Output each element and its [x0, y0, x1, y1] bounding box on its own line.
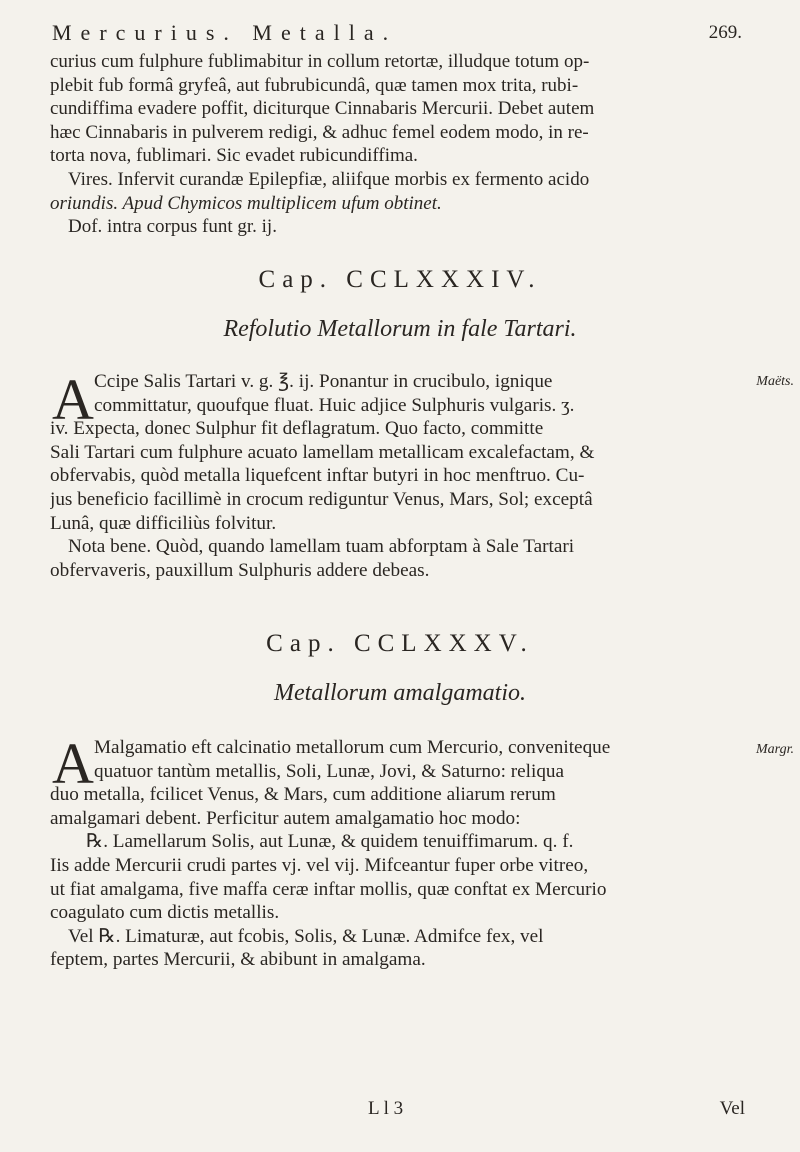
margin-note: Margr.: [756, 742, 794, 757]
text-line: feptem, partes Mercurii, & abibunt in amalgama.: [50, 949, 426, 971]
text-line: iv. Expecta, donec Sulphur fit deflagratum. Quo facto, committe: [50, 418, 544, 440]
chapter-body: [50, 731, 745, 972]
chapter-title: Refolutio Metallorum in fale Tartari.: [223, 316, 577, 342]
signature-mark: L l 3: [368, 1098, 404, 1119]
text-line: jus beneficio facillimè in crocum rediguntur Venus, Mars, Sol; exceptâ: [50, 488, 593, 510]
text-line: obfervaveris, pauxillum Sulphuris addere debeas.: [50, 559, 430, 581]
text-line: hæc Cinnabaris in pulverem redigi, & adhuc femel eodem modo, in re-: [50, 121, 589, 143]
running-head: Mercurius. Metalla.: [52, 20, 398, 45]
text-line: curius cum fulphure fublimabitur in collum retortæ, illudque totum op-: [50, 51, 590, 72]
text-line: duo metalla, fcilicet Venus, & Mars, cum additione aliarum rerum: [50, 784, 556, 806]
chapter-heading: Cap. CCLXXXV.: [266, 630, 534, 657]
chapter-heading: Cap. CCLXXXIV.: [258, 266, 542, 293]
drop-capital: A: [52, 731, 94, 796]
text-line: quatuor tantùm metallis, Soli, Lunæ, Jovi, & Saturno: reliqua: [94, 760, 565, 782]
text-line: Sali Tartari cum fulphure acuato lamellam metallicam excalefactam, &: [50, 441, 595, 463]
continuation-paragraph: [50, 50, 745, 239]
text-line: Lunâ, quæ difficiliùs folvitur.: [50, 512, 277, 534]
text-line: committatur, quoufque fluat. Huic adjice Sulphuris vulgaris. ʒ.: [94, 394, 575, 416]
text-line: plebit fub formâ gryfeâ, aut fubrubicundâ, quæ tamen mox trita, rubi-: [50, 74, 579, 96]
text-line: amalgamari debent. Perficitur autem amalgamatio hoc modo:: [50, 807, 521, 829]
text-line: ut fiat amalgama, five maffa ceræ inftar mollis, quæ conftat ex Mercurio: [50, 878, 607, 900]
text-line: ℞. Lamellarum Solis, aut Lunæ, & quidem tenuiffimarum. q. f.: [86, 831, 574, 853]
text-line: obfervabis, quòd metalla liquefcent inftar butyri in hoc menftruo. Cu-: [50, 465, 585, 487]
text-line: cundiffima evadere poffit, diciturque Cinnabaris Mercurii. Debet autem: [50, 98, 595, 120]
chapter-title: Metallorum amalgamatio.: [274, 680, 526, 706]
catchword: Vel: [719, 1098, 745, 1119]
margin-note: Maëts.: [756, 374, 794, 389]
text-line: Ccipe Salis Tartari v. g. ℥. ij. Ponantur in crucibulo, ignique: [94, 371, 553, 392]
text-line: coagulato cum dictis metallis.: [50, 902, 280, 924]
drop-capital: A: [52, 367, 94, 432]
text-line: Nota bene. Quòd, quando lamellam tuam abforptam à Sale Tartari: [68, 536, 575, 558]
text-line: Dof. intra corpus funt gr. ij.: [68, 216, 277, 238]
page-number: 269.: [708, 22, 742, 43]
text-line: oriundis. Apud Chymicos multiplicem ufum obtinet.: [50, 192, 442, 214]
chapter-body: [50, 367, 745, 582]
text-line: torta nova, fublimari. Sic evadet rubicundiffima.: [50, 145, 418, 167]
text-line: Vel ℞. Limaturæ, aut fcobis, Solis, & Lunæ. Admifce fex, vel: [68, 925, 544, 947]
text-line: Iis adde Mercurii crudi partes vj. vel vij. Mifceantur fuper orbe vitreo,: [50, 854, 589, 876]
text-line: Vires. Infervit curandæ Epilepfiæ, aliifque morbis ex fermento acido: [68, 168, 590, 190]
text-line: Malgamatio eft calcinatio metallorum cum Mercurio, conveniteque: [94, 737, 611, 758]
